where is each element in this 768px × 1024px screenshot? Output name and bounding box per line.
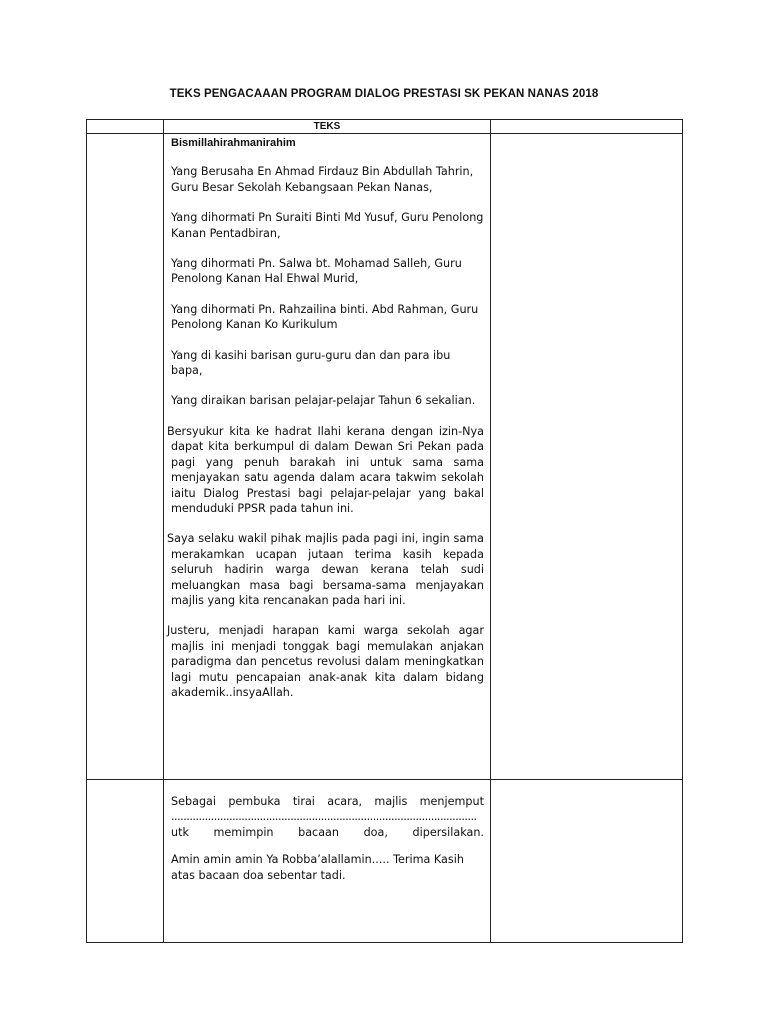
invite-tail-line: utk memimpin bacaan doa, dipersilakan.	[171, 825, 484, 839]
row1-right-cell	[491, 134, 683, 780]
opening-line: Bismillahirahmanirahim	[171, 137, 296, 149]
document-title: TEKS PENGACAAAN PROGRAM DIALOG PRESTASI SK PEKAN NANAS 2018	[169, 88, 599, 100]
row1-text-cell	[164, 134, 491, 780]
greeting-paragraph: Yang dihormati Pn Suraiti Binti Md Yusuf, Guru Penolong Kanan Pentadbiran,	[171, 211, 484, 240]
table-row	[87, 780, 683, 943]
invite-line: Sebagai pembuka tirai acara, majlis menjemput	[171, 795, 484, 808]
greeting-paragraph: Yang dihormati Pn. Rahzailina binti. Abd Rahman, Guru Penolong Kanan Ko Kurikulum	[171, 302, 479, 332]
dotted-blank-line: ....................................................................................................	[171, 810, 477, 824]
table-row	[87, 134, 683, 780]
body-paragraph: Justeru, menjadi harapan kami warga sekolah agar majlis ini menjadi tonggak bagi memulakan anjakan paradigma dan pencetus revolusi dalam meningkatkan lagi mutu pencapaian anak-anak kita dalam bidang akademik..insyaAllah.	[167, 624, 484, 699]
closing-paragraph: Amin amin amin Ya Robba’alallamin..... Terima Kasih atas bacaan doa sebentar tadi.	[171, 853, 464, 882]
header-cell-1	[87, 120, 164, 134]
greeting-paragraph: Yang Berusaha En Ahmad Firdauz Bin Abdullah Tahrin, Guru Besar Sekolah Kebangsaan Pekan Nanas,	[171, 165, 474, 194]
row2-text-cell	[164, 780, 491, 943]
header-cell-3	[491, 120, 683, 134]
row2-left-cell	[87, 780, 164, 943]
table-header-row	[87, 120, 683, 134]
row1-left-cell	[87, 134, 164, 780]
script-table	[86, 119, 683, 943]
greeting-paragraph: Yang di kasihi barisan guru-guru dan dan para ibu bapa,	[171, 348, 451, 378]
header-cell-teks: TEKS	[164, 120, 491, 134]
greeting-paragraph: Yang dihormati Pn. Salwa bt. Mohamad Salleh, Guru Penolong Kanan Hal Ehwal Murid,	[171, 257, 462, 286]
body-paragraph: Saya selaku wakil pihak majlis pada pagi ini, ingin sama merakamkan ucapan jutaan terima kasih kepada seluruh hadirin warga dewan kerana telah sudi meluangkan masa bagi bersama-sama menjayakan majlis yang kita rencanakan pada hari ini.	[167, 532, 484, 607]
greeting-paragraph: Yang diraikan barisan pelajar-pelajar Tahun 6 sekalian.	[171, 394, 476, 408]
body-paragraph: Bersyukur kita ke hadrat Ilahi kerana dengan izin-Nya dapat kita berkumpul di dalam Dewan Sri Pekan pada pagi yang penuh barakah ini untuk sama sama menjayakan satu agenda dalam acara takwim sekolah iaitu Dialog Prestasi bagi pelajar-pelajar yang bakal menduduki PPSR pada tahun ini.	[167, 424, 484, 515]
row2-right-cell	[491, 780, 683, 943]
